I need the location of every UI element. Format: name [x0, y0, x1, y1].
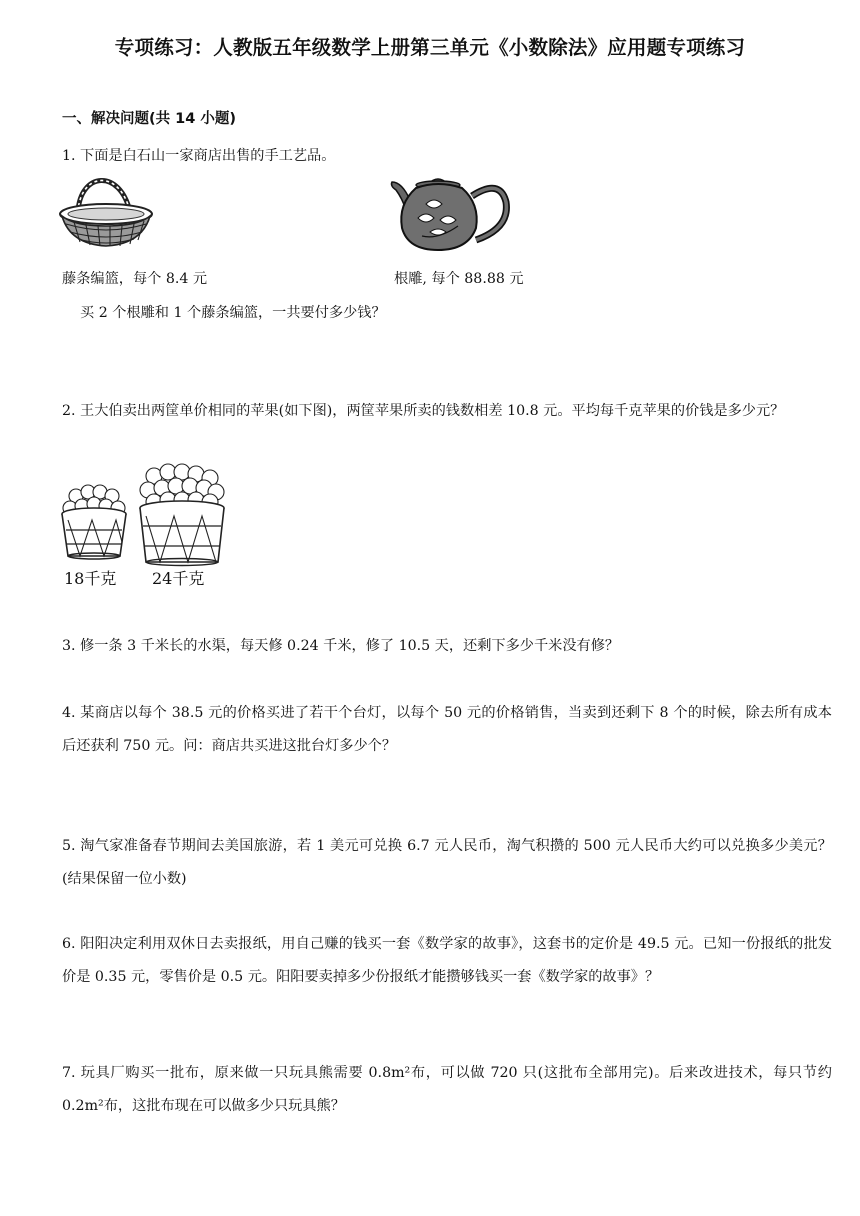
section-heading: 一、解决问题(共 14 小题)	[62, 111, 237, 127]
teapot-caption: 根雕, 每个 88.88 元	[394, 271, 524, 287]
question-6: 6. 阳阳决定利用双休日去卖报纸，用自己赚的钱买一套《数学家的故事》，这套书的定价是 49.5 元。已知一份报纸的批发价是 0.35 元，零售价是 0.5 元。阳阳要卖掉多少份报纸才能攒够钱买一套《数学家的故事》？	[62, 936, 832, 985]
teapot-image	[388, 170, 513, 254]
small-basket-label: 18千克	[64, 569, 117, 588]
question-4: 4. 某商店以每个 38.5 元的价格买进了若干个台灯，以每个 50 元的价格销售，当卖到还剩下 8 个的时候，除去所有成本后还获利 750 元。问：商店共买进这批台灯多少个？	[62, 705, 832, 754]
question-5: 5. 淘气家准备春节期间去美国旅游，若 1 美元可兑换 6.7 元人民币，淘气积攒的 500 元人民币大约可以兑换多少美元？(结果保留一位小数)	[62, 838, 832, 887]
question-3: 3. 修一条 3 千米长的水渠，每天修 0.24 千米，修了 10.5 天，还剩下多少千米没有修？	[62, 638, 620, 654]
apple-basket-small	[62, 485, 126, 559]
question-7: 7. 玩具厂购买一批布，原来做一只玩具熊需要 0.8m²布，可以做 720 只(这批布全部用完)。后来改进技术，每只节约 0.2m²布，这批布现在可以做多少只玩具熊？	[62, 1065, 832, 1114]
apple-basket-large	[140, 464, 224, 566]
basket-caption: 藤条编篮，每个 8.4 元	[62, 271, 208, 287]
question-1: 1. 下面是白石山一家商店出售的手工艺品。	[62, 148, 336, 164]
question-1-sub: 买 2 个根雕和 1 个藤条编篮，一共要付多少钱？	[80, 305, 386, 321]
large-basket-label: 24千克	[152, 569, 205, 588]
page-title: 专项练习：人教版五年级数学上册第三单元《小数除法》应用题专项练习	[114, 36, 746, 59]
question-2: 2. 王大伯卖出两筐单价相同的苹果(如下图)，两筐苹果所卖的钱数相差 10.8 元。平均每千克苹果的价钱是多少元？	[62, 403, 785, 419]
basket-image	[58, 172, 158, 252]
